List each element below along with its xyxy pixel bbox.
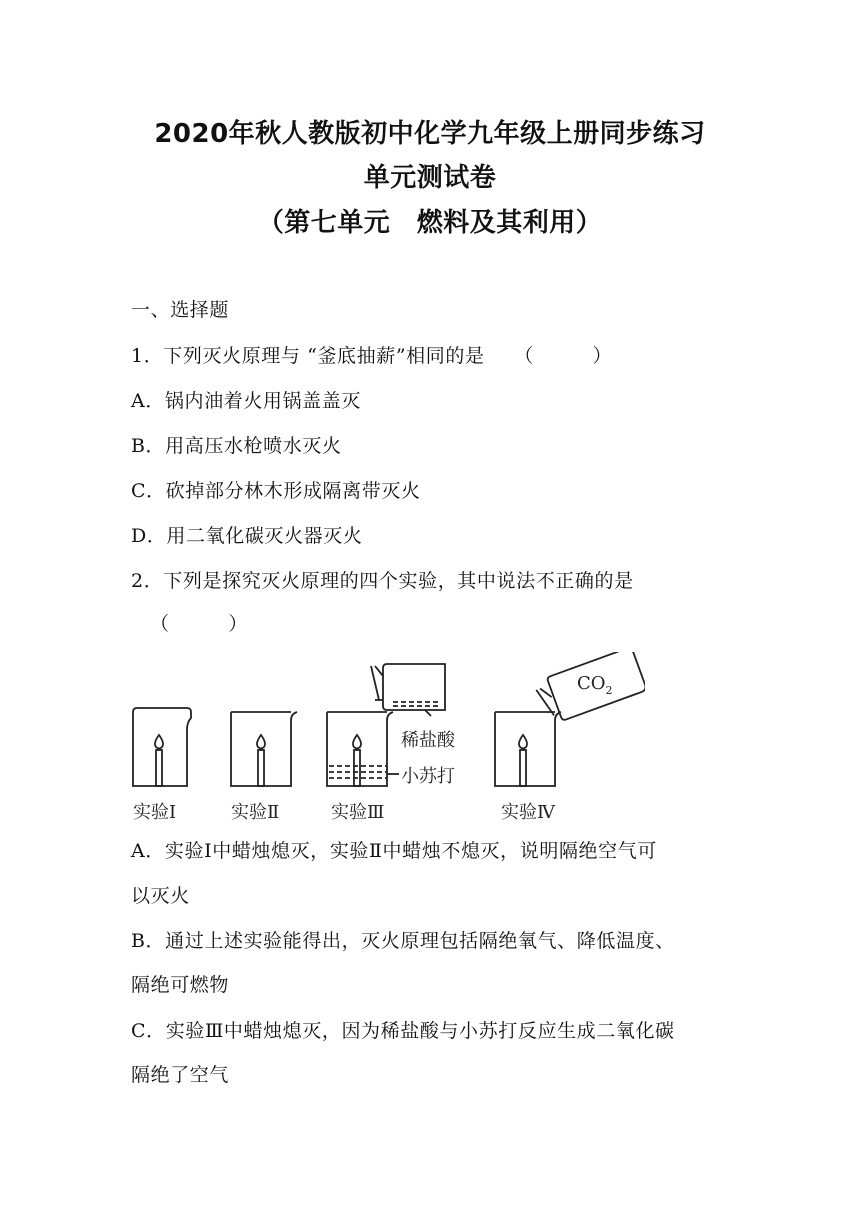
flame-2-icon: [257, 735, 265, 749]
question-1-stem: 1．下列灭火原理与 “釜底抽薪”相同的是 （ ）: [131, 345, 613, 367]
caption-experiment-3: 实验Ⅲ: [331, 802, 385, 823]
acid-label: 稀盐酸: [401, 730, 455, 751]
question-2-option-b-line-1: B．通过上述实验能得出，灭火原理包括隔绝氧气、降低温度、: [131, 930, 675, 952]
question-2-option-c-line-2: 隔绝了空气: [131, 1064, 230, 1086]
flame-1-icon: [155, 735, 163, 749]
question-2-option-b-line-2: 隔绝可燃物: [131, 974, 230, 996]
experiment-figure: [125, 652, 645, 832]
question-2-option-a-line-2: 以灭火: [131, 885, 190, 907]
caption-experiment-4: 实验Ⅳ: [501, 802, 555, 823]
question-2-stem: 2．下列是探究灭火原理的四个实验，其中说法不正确的是: [131, 570, 634, 592]
question-2-answer-blank: （ ）: [150, 613, 249, 635]
question-1-option-c: C．砍掉部分林木形成隔离带灭火: [131, 480, 421, 502]
soda-label: 小苏打: [401, 766, 455, 787]
caption-experiment-1: 实验Ⅰ: [133, 802, 177, 823]
question-1-option-b: B．用高压水枪喷水灭火: [131, 435, 342, 457]
title-line-2: 单元测试卷: [363, 163, 497, 193]
question-1-option-d: D．用二氧化碳灭火器灭火: [131, 525, 363, 547]
question-1-option-a: A．锅内油着火用锅盖盖灭: [131, 390, 361, 412]
acid-bottle-icon: [383, 664, 445, 710]
question-2-option-c-line-1: C．实验Ⅲ中蜡烛熄灭，因为稀盐酸与小苏打反应生成二氧化碳: [131, 1020, 675, 1042]
question-2-option-a-line-1: A．实验Ⅰ中蜡烛熄灭，实验Ⅱ中蜡烛不熄灭，说明隔绝空气可: [131, 840, 657, 862]
section-heading: 一、选择题: [131, 299, 230, 321]
flame-4-icon: [519, 735, 527, 749]
caption-experiment-2: 实验Ⅱ: [231, 802, 280, 823]
co2-label: $CO_2$: [577, 673, 613, 697]
title-line-1: 2020年秋人教版初中化学九年级上册同步练习: [154, 119, 706, 149]
flame-3-icon: [353, 735, 361, 749]
title-line-3: （第七单元 燃料及其利用）: [257, 208, 603, 238]
beaker-4-icon: [495, 712, 561, 786]
